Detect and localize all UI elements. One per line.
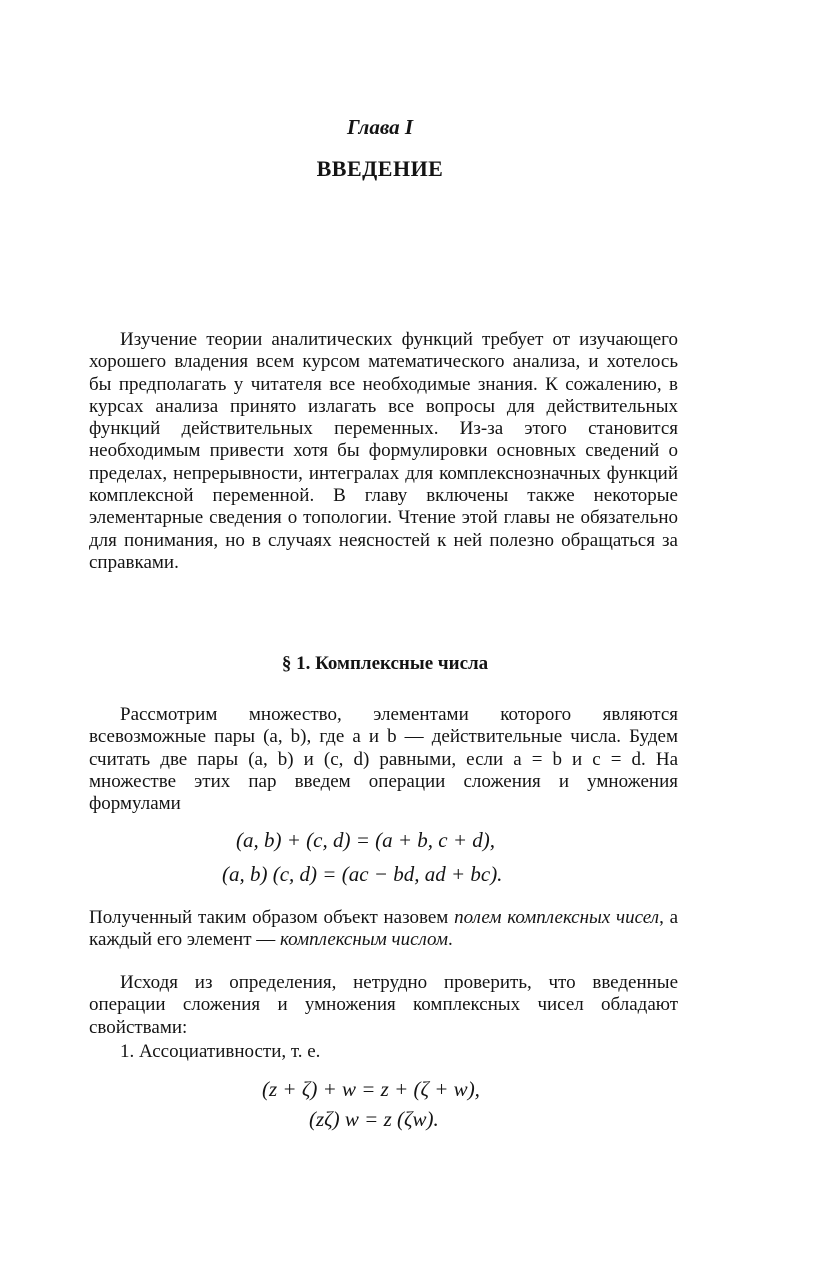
- chapter-title: ВВЕДЕНИЕ: [316, 156, 444, 181]
- properties-paragraph: Исходя из определения, нетрудно проверить, что введенные операции сложения и умножения комплексных чисел обладают свойствами:: [89, 972, 678, 1038]
- field-text-end: .: [447, 929, 453, 951]
- field-definition-paragraph: [89, 907, 678, 952]
- field-text-start: Полученный таким образом объект назовем: [89, 907, 455, 928]
- formula-multiplication: (a, b) (c, d) = (ac − bd, ad + bc).: [222, 862, 503, 886]
- intro-paragraph: Изучение теории аналитических функций требует от изучающего хорошего владения всем курсом математического анализа, и хотелось бы предполагать у читателя все необходимые знания. К сожалению, в курсах анализа принято излагать все вопросы для действительных функций действительных переменных. Из-за этого становится необходимым привести хотя бы формулировки основных сведений о пределах, непрерывности, интегралах для комплекснозначных функций комплексной переменной. В главу включены также некоторые элементарные сведения о топологии. Чтение этой главы не обязательно для понимания, но в случаях неясностей к ней полезно обращаться за справками.: [89, 329, 678, 573]
- field-text-mid: , а каждый его элемент —: [89, 907, 679, 951]
- section-heading: § 1. Комплексные числа: [281, 653, 489, 674]
- term-complex-number: комплексным числом: [280, 929, 448, 951]
- chapter-label: Глава I: [346, 115, 413, 139]
- formula-assoc-addition: (z + ζ) + w = z + (ζ + w),: [262, 1077, 480, 1101]
- formula-addition: (a, b) + (c, d) = (a + b, c + d),: [236, 828, 496, 852]
- formula-assoc-multiplication: (zζ) w = z (ζw).: [309, 1107, 439, 1131]
- term-complex-field: полем комплексных чисел: [454, 907, 660, 928]
- property-item-1: 1. Ассоциативности, т. е.: [120, 1041, 321, 1062]
- definition-paragraph: Рассмотрим множество, элементами которого являются всевозможные пары (a, b), где a и b — действительные числа. Будем считать две пары (a, b) и (c, d) равными, если a = b и c = d. На множестве этих пар введем операции сложения и умножения формулами: [89, 704, 678, 815]
